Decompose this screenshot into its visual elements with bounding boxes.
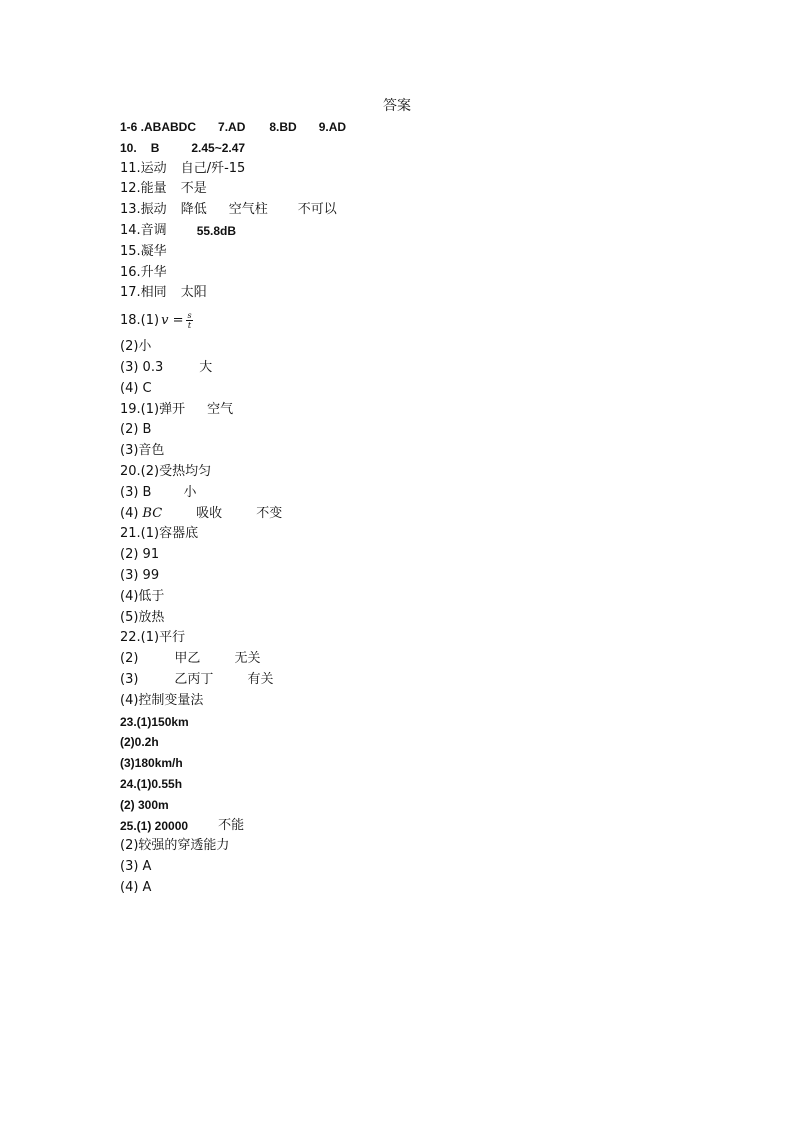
answer-21-1: 21.(1)容器底: [120, 526, 199, 542]
answer-1-6: 1-6 .ABABDC: [120, 120, 197, 134]
answer-22-1: 22.(1)平行: [120, 630, 186, 646]
answer-line-21-5: [120, 608, 680, 629]
answer-13-part-3: 空气柱: [228, 202, 268, 218]
answer-18-2: (2)小: [120, 339, 152, 355]
answer-20-3-part-1: (3) B: [120, 484, 152, 500]
answer-18-label: 18.(1): [120, 313, 160, 329]
answer-line-22-3: [120, 670, 680, 691]
answer-19-part-2: 空气: [207, 401, 234, 417]
answer-20-4-segment: BC: [142, 505, 163, 521]
answer-line-22-4: [120, 691, 680, 712]
answer-10-choice: B: [150, 140, 160, 155]
answer-13-part-2: 降低: [180, 202, 207, 218]
answer-line-19-3: [120, 441, 680, 462]
answer-18-fraction: [186, 311, 192, 330]
answer-22-3-label: (3): [120, 671, 139, 687]
answer-line-15: [120, 242, 680, 263]
answer-21-3: (3) 99: [120, 567, 160, 583]
answer-25-1-part-2: 不能: [218, 817, 245, 833]
answer-line-19-2: [120, 420, 680, 441]
answer-23-3: (3)180km/h: [120, 756, 183, 771]
answer-line-23-2: [120, 732, 680, 753]
answer-list: [120, 117, 680, 899]
answer-line-16: [120, 263, 680, 284]
answer-9: 9.AD: [318, 120, 347, 134]
answer-7: 7.AD: [218, 120, 246, 134]
answer-23-1: 23.(1)150km: [120, 714, 189, 729]
answer-line-11: [120, 159, 680, 180]
answer-11-part-2: 自己/歼-15: [180, 160, 246, 176]
answer-line-21-3: [120, 566, 680, 587]
answer-18-3-part-1: (3) 0.3: [120, 359, 164, 375]
answer-12-part-2: 不是: [180, 181, 207, 197]
answer-25-1-part-1: 25.(1) 20000: [120, 818, 189, 833]
answer-line-21: [120, 524, 680, 545]
answer-line-1: [120, 117, 680, 138]
answer-8: 8.BD: [269, 120, 297, 134]
answer-line-21-2: [120, 545, 680, 566]
answer-25-2: (2)较强的穿透能力: [120, 838, 230, 854]
answer-13-part-1: 13.振动: [120, 202, 167, 218]
answer-12-part-1: 12.能量: [120, 181, 167, 197]
answer-24-1: 24.(1)0.55h: [120, 776, 183, 791]
answer-22-3-part-2: 有关: [247, 671, 274, 687]
answer-22-2-part-1: 甲乙: [174, 651, 201, 667]
answer-19-2: (2) B: [120, 422, 152, 438]
answer-17-part-1: 17.相同: [120, 285, 167, 301]
answer-line-22: [120, 628, 680, 649]
answer-14-part-2: 55.8dB: [196, 223, 237, 238]
answer-19-part-1: 19.(1)弹开: [120, 401, 186, 417]
fraction-denominator: t: [187, 321, 192, 331]
answer-22-2-label: (2): [120, 651, 139, 667]
answer-23-2: (2)0.2h: [120, 735, 159, 750]
answer-25-3: (3) A: [120, 859, 152, 875]
answer-20-4-part-3: 不变: [256, 505, 283, 521]
answer-line-24-2: [120, 795, 680, 816]
answer-21-2: (2) 91: [120, 547, 160, 563]
answer-line-18: [120, 304, 680, 337]
answer-line-25-4: [120, 878, 680, 899]
fraction-numerator: s: [187, 311, 192, 321]
answer-line-22-2: [120, 649, 680, 670]
answer-line-10: [120, 138, 680, 159]
answer-17-part-2: 太阳: [180, 285, 207, 301]
answer-line-25-2: [120, 836, 680, 857]
answer-line-12: [120, 179, 680, 200]
answer-line-23: [120, 712, 680, 733]
answer-25-4: (4) A: [120, 879, 152, 895]
answer-22-3-part-1: 乙丙丁: [174, 671, 214, 687]
answer-20-3-part-2: 小: [183, 484, 197, 500]
answer-20-4-part-2: 吸收: [196, 505, 223, 521]
answer-line-20-4: [120, 504, 680, 525]
answer-13-part-4: 不可以: [297, 202, 337, 218]
answer-20-4-label: (4): [120, 505, 139, 521]
answer-line-14: [120, 221, 680, 242]
answer-line-25-3: [120, 857, 680, 878]
answer-19-3: (3)音色: [120, 443, 165, 459]
answer-line-19: [120, 400, 680, 421]
answer-line-13: [120, 200, 680, 221]
answer-14-part-1: 14.音调: [120, 222, 167, 238]
answer-15: 15.凝华: [120, 243, 167, 259]
answer-line-21-4: [120, 587, 680, 608]
answer-line-24: [120, 774, 680, 795]
answer-line-18-2: [120, 337, 680, 358]
answer-20: 20.(2)受热均匀: [120, 463, 212, 479]
page-title: 答案: [383, 98, 411, 114]
answer-line-18-4: [120, 379, 680, 400]
answer-16: 16.升华: [120, 264, 167, 280]
answer-line-20-3: [120, 483, 680, 504]
answer-line-23-3: [120, 753, 680, 774]
answer-line-17: [120, 283, 680, 304]
answer-22-4: (4)控制变量法: [120, 692, 204, 708]
answer-line-20: [120, 462, 680, 483]
answer-21-5: (5)放热: [120, 609, 165, 625]
answer-22-2-part-2: 无关: [234, 651, 261, 667]
answer-11-part-1: 11.运动: [120, 160, 167, 176]
answer-line-18-3: [120, 358, 680, 379]
answer-10-value: 2.45~2.47: [191, 140, 246, 155]
answer-18-4: (4) C: [120, 380, 152, 396]
answer-24-2: (2) 300m: [120, 797, 169, 812]
answer-21-4: (4)低于: [120, 588, 165, 604]
answer-10-label: 10.: [120, 140, 137, 155]
answer-line-25: [120, 816, 680, 837]
answer-18-formula-lhs: v =: [161, 313, 184, 329]
answer-18-3-part-2: 大: [199, 359, 213, 375]
